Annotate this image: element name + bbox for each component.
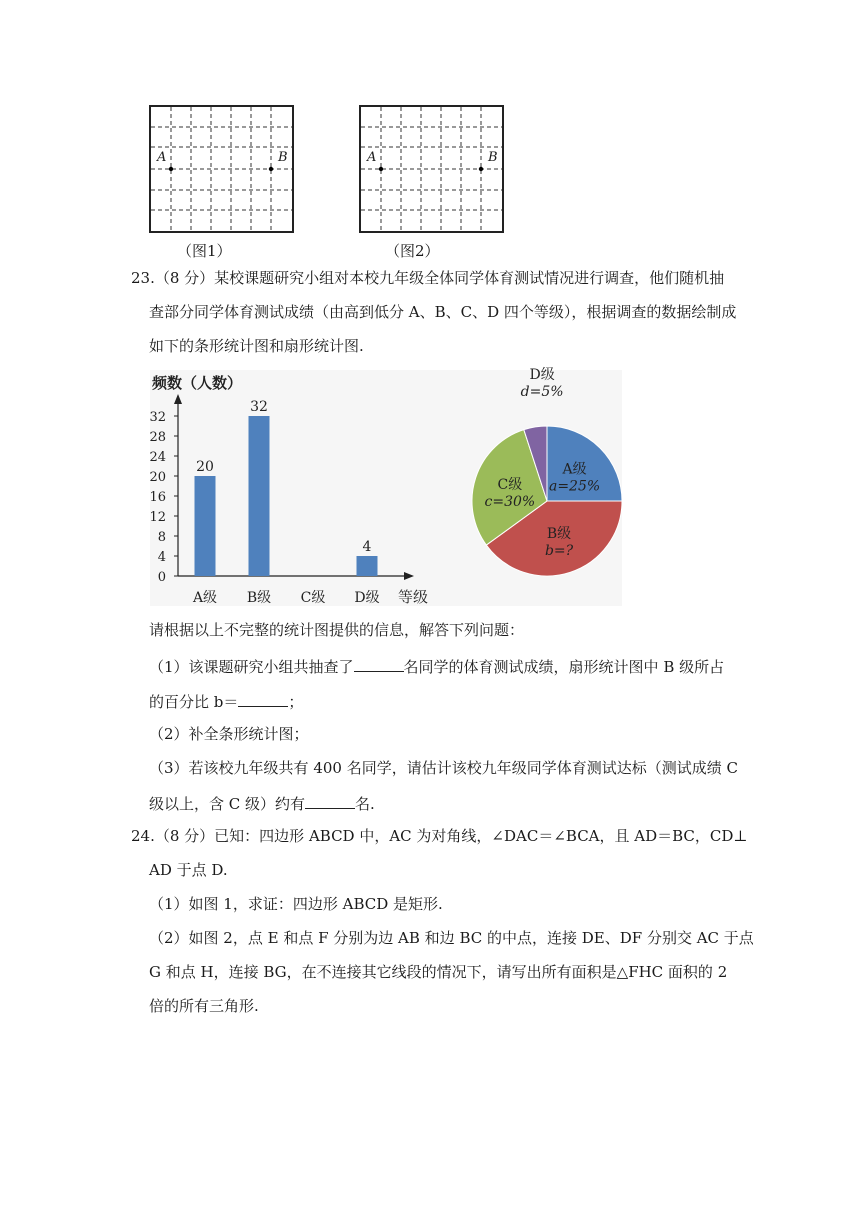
- figure-1-grid: [149, 105, 294, 233]
- q24-number: 24.: [131, 827, 155, 845]
- point-b-dot: [269, 167, 273, 171]
- q24-text-1: 已知：四边形 ABCD 中，AC 为对角线，∠DAC＝∠BCA，且 AD＝BC，CD⊥: [214, 827, 748, 845]
- q23-line-1: [131, 268, 724, 288]
- bar-data-label: 4: [362, 539, 372, 555]
- q24-part-2-line-2: G 和点 H，连接 BG，在不连接其它线段的情况下，请写出所有面积是△FHC 面积的 2: [149, 963, 728, 981]
- y-tick-label: 4: [157, 550, 166, 565]
- pie-chart: [460, 367, 640, 600]
- q24-part-2-line-1: （2）如图 2，点 E 和点 F 分别为边 AB 和边 BC 的中点，连接 DE、DF 分别交 AC 于点: [149, 929, 754, 947]
- figure-2-grid: [359, 105, 504, 233]
- q23-prompt: 请根据以上不完整的统计图提供的信息，解答下列问题：: [149, 621, 525, 639]
- q23-score: （8 分）: [154, 269, 215, 287]
- y-tick-label: 28: [149, 430, 166, 445]
- q23-p3-text-c: 名.: [355, 795, 375, 813]
- pie-slice-value-label: a=25%: [548, 478, 601, 495]
- pie-slice-value-label: c=30%: [484, 493, 536, 510]
- y-tick-label: 16: [149, 490, 166, 505]
- q23-part-2: （2）补全条形统计图；: [149, 725, 309, 743]
- y-tick-label: 8: [157, 530, 166, 545]
- q23-p3-text-b: 级以上，含 C 级）约有: [149, 795, 306, 813]
- point-a-dot: [169, 167, 173, 171]
- bar: [249, 416, 270, 576]
- y-tick-label: 20: [149, 470, 166, 485]
- x-tick-label: B级: [246, 590, 272, 606]
- y-axis-label: 频数（人数）: [152, 374, 243, 392]
- q23-p1-blank-2: [238, 690, 288, 707]
- q23-part-1-line-1: [149, 655, 724, 677]
- y-tick-label: 0: [157, 570, 166, 585]
- q23-text-1: 某校课题研究小组对本校九年级全体同学体育测试情况进行调查，他们随机抽: [214, 269, 725, 287]
- point-a-label: A: [367, 150, 377, 165]
- x-tick-label: D级: [354, 590, 380, 606]
- q24-score: （8 分）: [154, 827, 215, 845]
- q24-part-2-line-3: 倍的所有三角形.: [149, 997, 259, 1015]
- figure-2-grid-lines: [361, 107, 502, 231]
- q23-part-3-line-2: [149, 792, 375, 814]
- q23-p3-blank: [305, 792, 355, 809]
- point-b-label: B: [278, 150, 288, 165]
- q23-p1-text-b: 名同学的体育测试成绩，扇形统计图中 B 级所占: [403, 658, 725, 676]
- pie-slice-label: A级: [562, 461, 587, 478]
- q23-line-2: 查部分同学体育测试成绩（由高到低分 A、B、C、D 四个等级），根据调查的数据绘制成: [149, 303, 737, 321]
- pie-slice-label: B级: [546, 526, 572, 543]
- q24-line-2: AD 于点 D.: [149, 861, 228, 879]
- pie-slice-value-label: d=5%: [520, 384, 564, 401]
- pie-slice-label: C级: [497, 476, 523, 493]
- point-b-label: B: [488, 150, 498, 165]
- bar: [357, 556, 378, 576]
- q24-line-1: [131, 826, 748, 846]
- y-tick-label: 12: [149, 510, 166, 525]
- bar: [195, 476, 216, 576]
- figure-2-caption: （图2）: [385, 242, 440, 260]
- point-b-dot: [479, 167, 483, 171]
- y-tick-label: 24: [149, 450, 166, 465]
- q23-p1-blank-1: [354, 655, 404, 672]
- bar-data-label: 20: [196, 459, 214, 475]
- q23-p1-text-d: ；: [288, 693, 304, 711]
- q24-part-1: （1）如图 1，求证：四边形 ABCD 是矩形.: [149, 895, 443, 913]
- q23-number: 23.: [131, 269, 155, 287]
- y-tick-label: 32: [149, 410, 166, 425]
- point-a-dot: [379, 167, 383, 171]
- figure-1-grid-lines: [151, 107, 292, 231]
- q23-line-3: 如下的条形统计图和扇形统计图.: [149, 337, 364, 355]
- pie-slice-value-label: b=?: [544, 543, 574, 560]
- q23-part-3-line-1: （3）若该校九年级共有 400 名同学，请估计该校九年级同学体育测试达标（测试成绩 C: [149, 759, 738, 777]
- x-tick-label: A级: [192, 590, 218, 606]
- q23-p1-text-a: （1）该课题研究小组共抽查了: [149, 658, 354, 676]
- bar-data-label: 32: [250, 399, 268, 415]
- x-tick-label: C级: [300, 590, 326, 606]
- figure-1-caption: （图1）: [177, 242, 232, 260]
- q23-p1-text-c: 的百分比 b＝: [149, 693, 239, 711]
- point-a-label: A: [157, 150, 167, 165]
- q23-part-1-line-2: [149, 690, 303, 712]
- x-axis-label: 等级: [398, 588, 429, 606]
- pie-slice-label: D级: [529, 367, 555, 384]
